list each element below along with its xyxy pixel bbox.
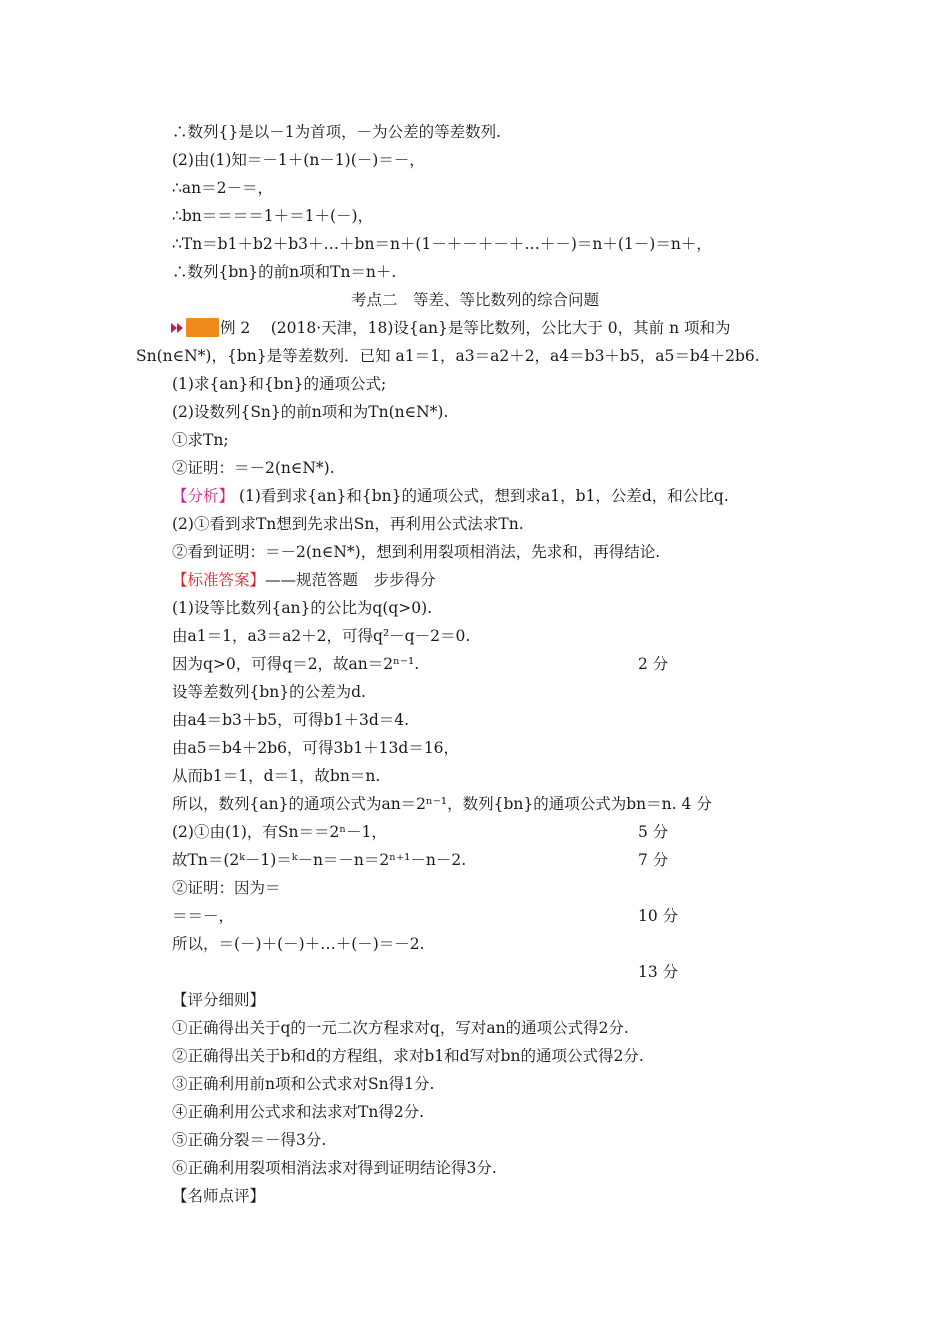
answer-step: 由a5＝b4＋2b6，可得3b1＋13d＝16，: [172, 739, 460, 757]
text-line: (2)①看到求Tn想到先求出Sn，再利用公式法求Tn.: [172, 515, 524, 533]
score-label: 10 分: [638, 907, 679, 925]
grading-tag: 【评分细则】: [172, 991, 266, 1009]
text-line: (2)由(1)知＝－1＋(n－1)(－)＝－，: [172, 151, 425, 169]
grading-item: ①正确得出关于q的一元二次方程求对q，写对an的通项公式得2分.: [172, 1019, 629, 1037]
answer-step: ＝＝－，: [172, 907, 235, 925]
standard-answer-subtitle: ——规范答题 步步得分: [265, 571, 436, 589]
text-line: Sn(n∈N*)，{bn}是等差数列．已知 a1＝1，a3＝a2＋2，a4＝b3＋b5，a5＝b4＋2b6.: [136, 347, 760, 365]
example-badge: [186, 318, 219, 337]
analysis-tag: 【分析】: [172, 487, 235, 505]
text-line: ②证明：＝－2(n∈N*).: [172, 459, 335, 477]
answer-step: 所以，数列{an}的通项公式为an＝2ⁿ⁻¹，数列{bn}的通项公式为bn＝n. 4 分: [172, 795, 712, 813]
teacher-comment-tag: 【名师点评】: [172, 1187, 266, 1205]
score-label: 7 分: [638, 851, 669, 869]
standard-answer-tag: 【标准答案】: [172, 571, 266, 589]
answer-step: 由a4＝b3＋b5，可得b1＋3d＝4.: [172, 711, 410, 729]
standard-answer-line: [172, 570, 436, 590]
grading-item: ④正确利用公式求和法求对Tn得2分.: [172, 1103, 425, 1121]
text-line: ②看到证明：＝－2(n∈N*)，想到利用裂项相消法，先求和，再得结论.: [172, 543, 661, 561]
text-line: ∴Tn＝b1＋b2＋b3＋…＋bn＝n＋(1－＋－＋－＋…＋－)＝n＋(1－)＝n＋，: [172, 235, 712, 253]
text-line: ∴数列{}是以－1为首项，－为公差的等差数列.: [172, 123, 502, 141]
answer-step: 从而b1＝1，d＝1，故bn＝n.: [172, 767, 381, 785]
text-line: (2)设数列{Sn}的前n项和为Tn(n∈N*).: [172, 403, 449, 421]
analysis-text: (1)看到求{an}和{bn}的通项公式，想到求a1，b1，公差d，和公比q.: [238, 487, 729, 505]
text-line: ∴bn＝＝＝＝1＋＝1＋(－)，: [172, 207, 374, 225]
answer-step: 因为q>0，可得q＝2，故an＝2ⁿ⁻¹.: [172, 655, 420, 673]
grading-item: ⑥正确利用裂项相消法求对得到证明结论得3分.: [172, 1159, 497, 1177]
example-heading: 例 2 (2018·天津，18)设{an}是等比数列，公比大于 0，其前 n 项和为: [220, 319, 731, 337]
section-title: 考点二 等差、等比数列的综合问题: [350, 291, 599, 309]
answer-step: 由a1＝1，a3＝a2＋2，可得q²－q－2＝0.: [172, 627, 471, 645]
text-line: ∴数列{bn}的前n项和Tn＝n＋.: [172, 263, 397, 281]
answer-step: 故Tn＝(2ᵏ－1)＝ᵏ－n＝－n＝2ⁿ⁺¹－n－2.: [172, 851, 467, 869]
text-line: ①求Tn;: [172, 431, 229, 449]
answer-step: ②证明：因为＝: [172, 879, 281, 897]
answer-step: 设等差数列{bn}的公差为d.: [172, 683, 366, 701]
grading-item: ③正确利用前n项和公式求对Sn得1分.: [172, 1075, 435, 1093]
text-line: ∴an＝2－＝，: [172, 179, 273, 197]
answer-step: (1)设等比数列{an}的公比为q(q>0).: [172, 599, 433, 617]
analysis-line: [172, 486, 729, 506]
grading-item: ②正确得出关于b和d的方程组，求对b1和d写对bn的通项公式得2分.: [172, 1047, 644, 1065]
score-label: 13 分: [638, 963, 679, 981]
double-arrow-icon: [171, 322, 185, 334]
score-label: 5 分: [638, 823, 669, 841]
answer-step: (2)①由(1)，有Sn＝＝2ⁿ－1，: [172, 823, 387, 841]
score-label: 2 分: [638, 655, 669, 673]
answer-step: 所以，＝(－)＋(－)＋…＋(－)＝－2.: [172, 935, 425, 953]
grading-item: ⑤正确分裂＝－得3分.: [172, 1131, 327, 1149]
text-line: (1)求{an}和{bn}的通项公式;: [172, 375, 387, 393]
